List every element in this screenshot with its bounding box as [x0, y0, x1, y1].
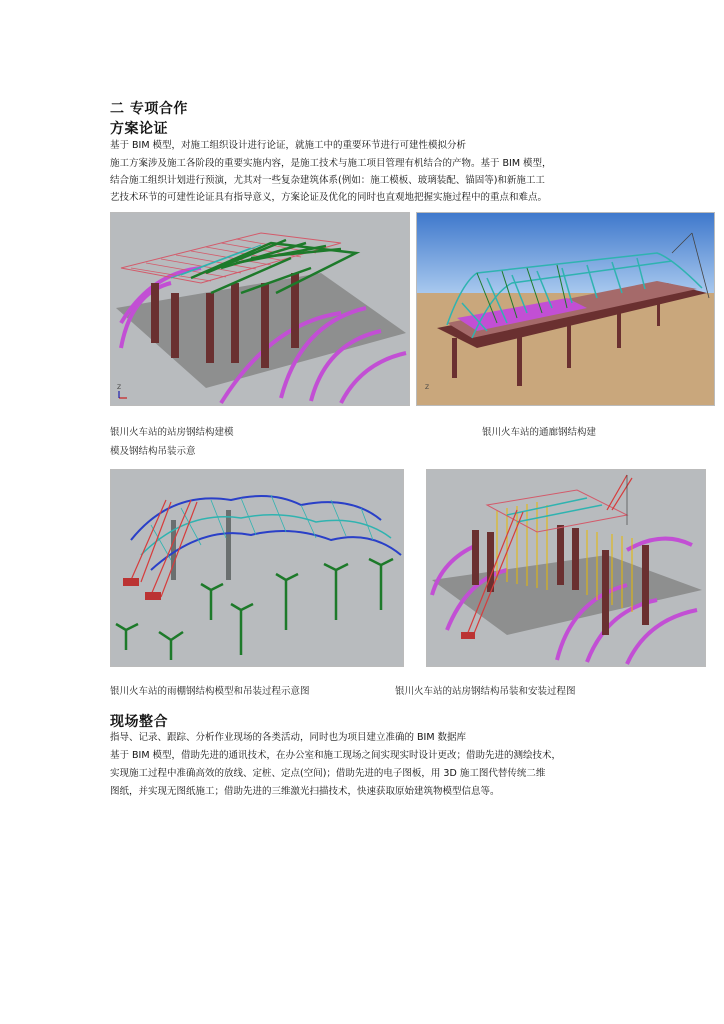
figure-corridor-steel-model [416, 212, 715, 406]
paragraph-line: 基于 BIM 模型，对施工组织设计进行论证，就施工中的重要环节进行可建性模拟分析 [110, 140, 467, 151]
paragraph-line: 基于 BIM 模型，借助先进的通讯技术，在办公室和施工现场之间实现实时设计更改；借助先进的测绘技术， [110, 750, 562, 761]
paragraph-line: 施工方案涉及施工各阶段的重要实施内容，是施工技术与施工项目管理有机结合的产物。基于 BIM 模型， [110, 158, 552, 169]
figure-station-hoisting-process [426, 469, 706, 667]
paragraph-line: 结合施工组织计划进行预演，尤其对一些复杂建筑体系(例如：施工模板、玻璃装配、锚固等)和新施工工 [110, 175, 545, 186]
paragraph-plan [110, 139, 552, 204]
svg-text:Z: Z [117, 384, 122, 391]
subsection-heading-site: 现场整合 [110, 714, 168, 730]
caption-figure-4: 银川火车站的站房钢结构吊装和安装过程图 [395, 686, 576, 697]
subsection-heading-plan: 方案论证 [110, 121, 168, 137]
paragraph-site [110, 731, 561, 798]
caption-figure-2: 银川火车站的通廊钢结构建 [482, 427, 597, 438]
paragraph-line: 指导、记录、跟踪、分析作业现场的各类活动，同时也为项目建立准确的 BIM 数据库 [110, 732, 467, 743]
section-heading: 二 专项合作 [110, 101, 188, 117]
paragraph-line: 实现施工过程中准确高效的放线、定桩、定点(空间)；借助先进的电子图板，用 3D 施工图代替传统二维 [110, 768, 546, 779]
caption-figure-1: 银川火车站的站房钢结构建模 [110, 427, 234, 438]
figure-canopy-steel-model [110, 469, 404, 667]
figure-station-steel-model [110, 212, 410, 406]
paragraph-line: 艺技术环节的可建性论证具有指导意义，方案论证及优化的同时也直观地把握实施过程中的重点和难点。 [110, 192, 548, 203]
paragraph-line: 图纸，并实现无图纸施工；借助先进的三维激光扫描技术，快速获取原始建筑物模型信息等。 [110, 786, 500, 797]
svg-text:Z: Z [425, 384, 430, 391]
caption-figure-3: 银川火车站的雨棚钢结构模型和吊装过程示意图 [110, 686, 310, 697]
caption-figure-1-cont: 模及钢结构吊装示意 [110, 446, 196, 457]
